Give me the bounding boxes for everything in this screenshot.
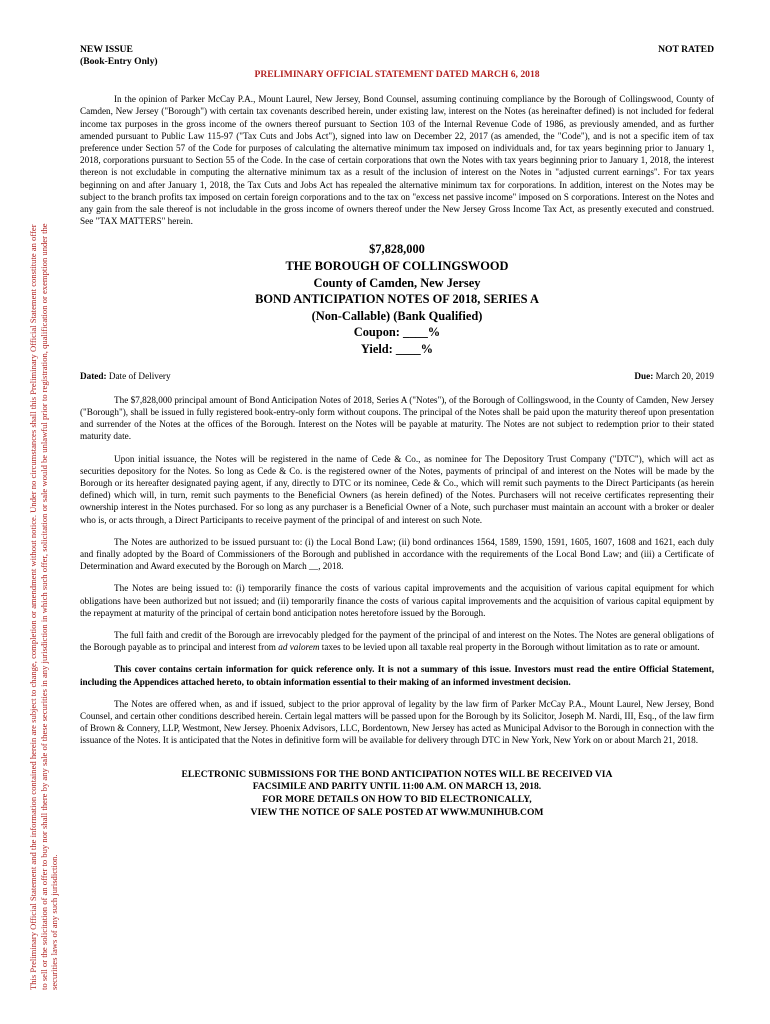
authorization-paragraph: The Notes are authorized to be issued pursuant to: (i) the Local Bond Law; (ii) bond ordinances 1564, 1589, 1590, 1591, 1605, 1607, 1608 and 1621, each duly and finally adopted by the Board of Commissioners of the Borough and published in accordance with the requirements of the Local Bond Law; and (iii) a Certificate of Determination and Award executed by the Borough on March __, 2018. (80, 536, 714, 572)
disclaimer-line-2: to sell or the solicitation of an offer to buy nor shall there by any sale of these securities in any jurisdiction in which such offer, solicitation or sale would be unlawful prior to registration, qualification or exemption under the (38, 223, 49, 990)
tax-opinion-paragraph: In the opinion of Parker McCay P.A., Mount Laurel, New Jersey, Bond Counsel, assuming continuing compliance by the Borough of Collingswood, County of Camden, New Jersey ("Borough") with certain tax covenants described herein, under existing law, interest on the Notes (as hereinafter defined) is not included for federal income tax purposes in the gross income of the owners thereof pursuant to Section 103 of the Internal Revenue Code of 1986, as previously amended, and as further amended pursuant to Public Law 115-97 ("Tax Cuts and Jobs Act"), signed into law on December 22, 2017 (as amended, the "Code"), and is not a specific item of tax preference under Section 57 of the Code for purposes of calculating the alternative minimum tax imposed on individuals and, for tax years beginning prior to January 1, 2018, corporations pursuant to Section 55 of the Code. In the case of certain corporations that own the Notes with tax years beginning prior to January 1, 2018, the interest thereon is not excludable in computing the alternative minimum tax as a result of the inclusion of interest on the Notes in "adjusted current earnings". For tax years beginning on and after January 1, 2018, the Tax Cuts and Jobs Act has repealed the alternative minimum tax for corporations. In addition, interest on the Notes may be subject to the branch profits tax imposed on certain foreign corporations and to the tax on "excess net passive income" imposed on S corporations. Interest on the Notes and any gain from the sale thereof is not includable in the gross income of owners thereof under the New Jersey Gross Income Tax Act, as presently executed and construed. See "TAX MATTERS" herein. (80, 94, 714, 227)
yield-line: Yield: ____% (360, 342, 434, 356)
due-info (634, 370, 714, 382)
due-value: March 20, 2019 (655, 370, 714, 381)
preliminary-statement-heading: PRELIMINARY OFFICIAL STATEMENT DATED MARCH 6, 2018 (254, 69, 540, 80)
rating-label: NOT RATED (658, 44, 714, 55)
preliminary-disclaimer (28, 30, 68, 990)
series-name: BOND ANTICIPATION NOTES OF 2018, SERIES A (255, 292, 539, 307)
notes-description-paragraph: The $7,828,000 principal amount of Bond Anticipation Notes of 2018, Series A ("Notes"), of the Borough of Collingswood, in the County of Camden, New Jersey ("Borough"), shall be issued in fully registered book-entry-only form without coupons. The principal of the Notes shall be paid upon the maturity thereof upon presentation and surrender of the Notes at the offices of the Borough. Interest on the Notes will be payable at maturity. The Notes are not subject to redemption prior to their stated maturity date. (80, 394, 714, 442)
disclaimer-line-1: This Preliminary Official Statement and the information contained herein are subject to change, completion or amendment without notice. Under no circumstances shall this Preliminary Official Statement constitute an offer (28, 224, 38, 990)
dates-row (80, 370, 714, 382)
security-text-start: The full faith and credit of the Borough are irrevocably pledged for the payment of the principal of and interest on the Notes. The Notes are general obligations of the Borough payable as to principal and interest from (80, 630, 714, 653)
offering-paragraph: The Notes are offered when, as and if issued, subject to the prior approval of legality by the law firm of Parker McCay P.A., Mount Laurel, New Jersey, Bond Counsel, and certain other conditions described herein. Certain legal matters will be passed upon for the Borough by its Solicitor, Joseph M. Nardi, III, Esq., of the law firm of Brown & Connery, LLP, Westmont, New Jersey. Phoenix Advisors, LLC, Bordentown, New Jersey has acted as Municipal Advisor to the Borough in connection with the issuance of the Notes. It is anticipated that the Notes in definitive form will be available for delivery through DTC in New York, New York on or about March 21, 2018. (80, 698, 714, 746)
header-row (80, 44, 714, 68)
book-entry-label: (Book-Entry Only) (80, 56, 158, 67)
issuer-name: THE BOROUGH OF COLLINGSWOOD (285, 259, 509, 274)
closing-line-1: ELECTRONIC SUBMISSIONS FOR THE BOND ANTICIPATION NOTES WILL BE RECEIVED VIA (181, 768, 613, 780)
closing-line-3: FOR MORE DETAILS ON HOW TO BID ELECTRONICALLY, (262, 794, 532, 806)
closing-line-2: FACSIMILE AND PARITY UNTIL 11:00 A.M. ON MARCH 13, 2018. (252, 781, 542, 793)
callable-status: (Non-Callable) (Bank Qualified) (311, 308, 483, 323)
ad-valorem-term: ad valorem (278, 642, 320, 653)
security-text-end: taxes to be levied upon all taxable real property in the Borough without limitation as to rate or amount. (319, 642, 700, 653)
dated-label: Dated: (80, 370, 107, 381)
due-label: Due: (634, 370, 654, 381)
coupon-line: Coupon: ____% (353, 325, 441, 340)
quick-reference-notice: This cover contains certain information for quick reference only. It is not a summary of this issue. Investors must read the entire Official Statement, including the Appendices attached hereto, to obtain information essential to their making of an informed investment decision. (80, 664, 714, 687)
county-name: County of Camden, New Jersey (313, 275, 481, 290)
official-statement-cover (80, 44, 714, 820)
closing-line-4: VIEW THE NOTICE OF SALE POSTED AT WWW.MUNIHUB.COM (250, 807, 544, 819)
purpose-paragraph: The Notes are being issued to: (i) temporarily finance the costs of various capital improvements and the acquisition of various capital equipment for which obligations have been authorized but not issued; and (ii) temporarily finance the costs of various capital improvements and the acquisition of various capital equipment by the repayment at maturity of the principal of certain bond anticipation notes heretofore issued by the Borough. (80, 583, 714, 618)
dated-value: Date of Delivery (108, 370, 171, 381)
issue-info (80, 44, 158, 68)
security-paragraph (80, 629, 714, 653)
disclaimer-line-3: securities laws of any such jurisdiction. (49, 854, 59, 990)
dated-info (80, 370, 171, 382)
electronic-submission-notice (80, 769, 714, 820)
book-entry-paragraph: Upon initial issuance, the Notes will be registered in the name of Cede & Co., as nominee for The Depository Trust Company ("DTC"), which will act as securities depository for the Notes. So long as Cede & Co. is the registered owner of the Notes, payments of principal of and interest on the Notes will be made by the Borough or its hereafter designated paying agent, if any, directly to DTC or its nominee, Cede & Co., which will remit such payments to the Direct Participants (as herein defined) which will, in turn, remit such payments to the Beneficial Owners (as herein defined) of the Notes. Purchasers will not receive certificates representing their ownership interest in the Notes purchased. For so long as any purchaser is a Beneficial Owner of a Note, such purchaser must maintain an account with a broker or dealer who is, or acts through, a Direct Participants to receive payment of the principal of and interest on such Note. (80, 453, 714, 525)
new-issue-label: NEW ISSUE (80, 44, 133, 55)
issue-title-block (80, 241, 714, 357)
principal-amount: $7,828,000 (369, 242, 425, 257)
